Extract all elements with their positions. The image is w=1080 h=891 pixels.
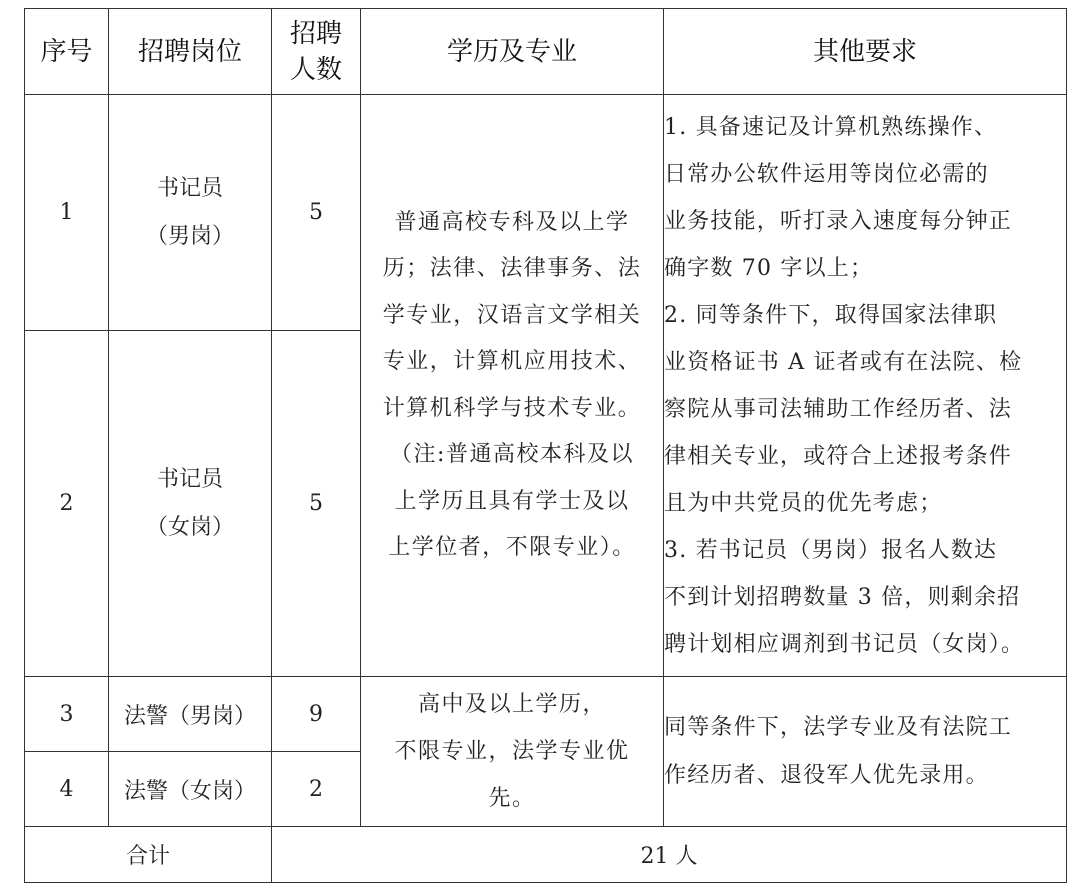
row-index: 1: [25, 95, 109, 331]
education-clerk-line: 普通高校专科及以上学: [394, 209, 630, 235]
other-clerk-line: 业资格证书 A 证者或有在法院、检: [664, 349, 1023, 375]
row-count: 2: [272, 752, 361, 827]
other-clerk-line: 日常办公软件运用等岗位必需的: [664, 161, 989, 187]
other-clerk-cell: [664, 95, 1067, 677]
education-clerk-line: 历；法律、法律事务、法: [382, 256, 642, 281]
other-clerk-line: 2. 同等条件下，取得国家法律职: [664, 302, 998, 328]
other-clerk-line: 律相关专业，或符合上述报考条件: [664, 443, 1013, 469]
other-clerk-line: 确字数 70 字以上；: [664, 255, 874, 281]
row-position-gender: （女岗）: [145, 514, 234, 540]
other-clerk-line: 1. 具备速记及计算机熟练操作、: [664, 114, 998, 140]
row-position: 法警（女岗）: [109, 752, 272, 827]
other-clerk-line: 3. 若书记员（男岗）报名人数达: [664, 537, 998, 563]
header-education: 学历及专业: [361, 9, 664, 95]
row-count: 5: [272, 95, 361, 331]
other-clerk-line: 业务技能，听打录入速度每分钟正: [664, 208, 1013, 234]
total-row: [25, 827, 1067, 883]
header-count-line1: 招聘: [289, 18, 342, 49]
education-clerk-line: 计算机科学与技术专业。: [382, 395, 642, 421]
row-index: 2: [25, 331, 109, 677]
header-count: [272, 9, 361, 95]
education-clerk-cell: [361, 95, 664, 677]
other-police-cell: [664, 677, 1067, 827]
education-clerk-line: （注:普通高校本科及以: [390, 442, 634, 467]
header-row: [25, 9, 1067, 95]
row-count: 9: [272, 677, 361, 752]
other-police-line: 同等条件下，法学专业及有法院工: [664, 714, 1013, 740]
header-other: 其他要求: [664, 9, 1067, 95]
row-position-title: 书记员: [156, 175, 223, 201]
education-clerk-line: 学专业，汉语言文学相关: [382, 302, 642, 328]
row-position: [109, 331, 272, 677]
education-clerk-line: 专业，计算机应用技术、: [382, 349, 642, 374]
header-count-line2: 人数: [289, 54, 342, 85]
education-police-line: 高中及以上学历，: [417, 692, 606, 717]
other-police-line: 作经历者、退役军人优先录用。: [664, 762, 989, 788]
row-position-gender: （男岗）: [145, 223, 234, 249]
header-position: 招聘岗位: [109, 9, 272, 95]
total-value: 21 人: [272, 827, 1067, 883]
other-clerk-line: 不到计划招聘数量 3 倍，则剩余招: [664, 584, 1021, 610]
education-police-line: 不限专业，法学专业优: [394, 739, 630, 764]
row-index: 4: [25, 752, 109, 827]
header-index: 序号: [25, 9, 109, 95]
row-position-title: 书记员: [156, 466, 223, 492]
education-police-cell: [361, 677, 664, 827]
other-clerk-line: 聘计划相应调剂到书记员（女岗）。: [664, 631, 1025, 657]
recruitment-table: [24, 8, 1067, 883]
row-position: [109, 95, 272, 331]
table-row: [25, 95, 1067, 331]
row-count: 5: [272, 331, 361, 677]
table-row: [25, 677, 1067, 752]
row-position: 法警（男岗）: [109, 677, 272, 752]
education-clerk-line: 上学历且具有学士及以: [394, 488, 630, 514]
education-clerk-line: 上学位者，不限专业）。: [388, 535, 636, 560]
other-clerk-line: 察院从事司法辅助工作经历者、法: [664, 396, 1013, 422]
education-police-line: 先。: [488, 786, 536, 811]
other-clerk-line: 且为中共党员的优先考虑；: [664, 490, 943, 516]
total-label: 合计: [25, 827, 272, 883]
row-index: 3: [25, 677, 109, 752]
